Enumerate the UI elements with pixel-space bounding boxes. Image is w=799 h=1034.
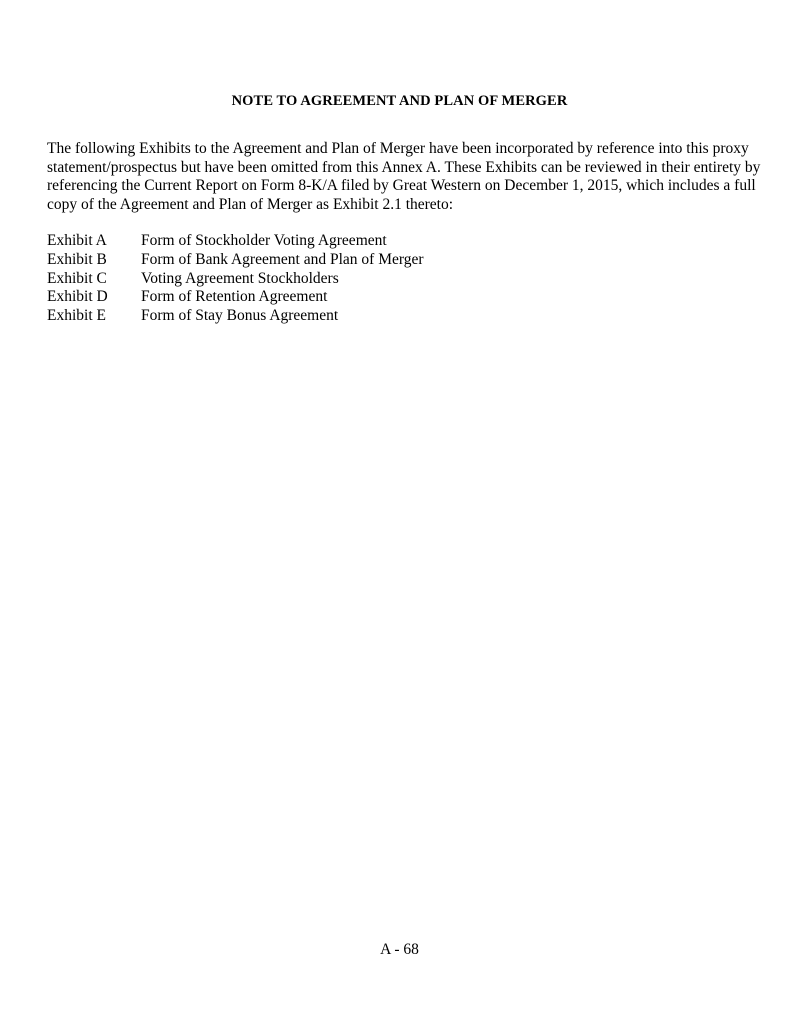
- exhibit-row-c: [47, 270, 747, 289]
- exhibit-title: Form of Retention Agreement: [141, 288, 328, 306]
- exhibit-title: Voting Agreement Stockholders: [141, 269, 339, 287]
- exhibit-row-e: [47, 307, 747, 326]
- exhibit-label: Exhibit E: [47, 307, 106, 325]
- intro-paragraph: The following Exhibits to the Agreement and Plan of Merger have been incorporated by reference into this proxy statement/prospectus but have been omitted from this Annex A. These Exhibits can be reviewed in their entirety by referencing the Current Report on Form 8-K/A filed by Great Western on December 1, 2015, which includes a full copy of the Agreement and Plan of Merger as Exhibit 2.1 thereto:: [47, 140, 761, 213]
- exhibit-list: [47, 232, 747, 326]
- exhibit-label: Exhibit A: [47, 232, 107, 249]
- exhibit-row-b: [47, 251, 747, 270]
- exhibit-label: Exhibit D: [47, 288, 108, 306]
- page-number: A - 68: [380, 941, 419, 958]
- exhibit-row-a: [47, 232, 747, 251]
- exhibit-title: Form of Stockholder Voting Agreement: [141, 232, 387, 249]
- exhibit-label: Exhibit B: [47, 250, 107, 268]
- exhibit-title: Form of Bank Agreement and Plan of Merger: [141, 250, 424, 268]
- exhibit-label: Exhibit C: [47, 269, 107, 287]
- exhibit-title: Form of Stay Bonus Agreement: [141, 307, 339, 325]
- page-title: NOTE TO AGREEMENT AND PLAN OF MERGER: [231, 93, 568, 109]
- exhibit-row-d: [47, 288, 747, 307]
